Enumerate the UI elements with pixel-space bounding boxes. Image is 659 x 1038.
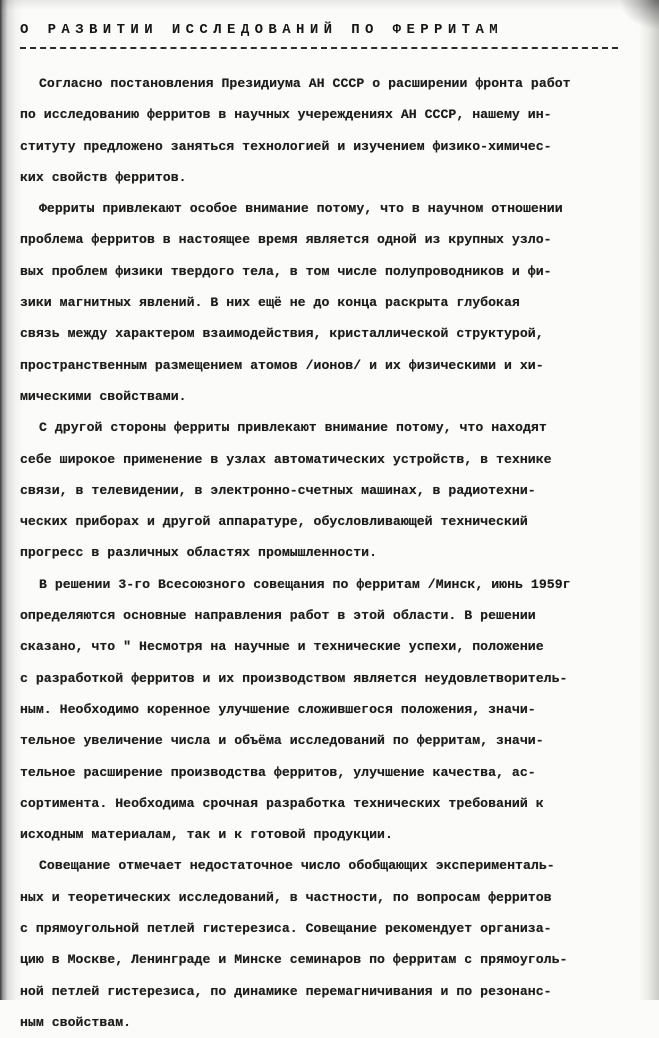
text-line: ным. Необходимо коренное улучшение сложившегося положения, значи- [20,701,536,717]
text-line: связь между характером взаимодействия, кристаллической структурой, [20,326,544,342]
text-line: проблема ферритов в настоящее время является одной из крупных узло- [20,232,552,248]
text-line: пространственным размещением атомов /ионов/ и их физическими и хи- [20,357,544,373]
document-title: О РАЗВИТИИ ИССЛЕДОВАНИЙ ПО ФЕРРИТАМ [20,22,504,38]
text-line: С другой стороны ферриты привлекают внимание потому, что находят [39,420,547,436]
text-line: с разработкой ферритов и их производством является неудовлетворитель- [20,670,568,686]
text-line: ных и теоретических исследований, в частности, по вопросам ферритов [20,889,552,905]
text-line: связи, в телевидении, в электронно-счетных машинах, в радиотехни- [20,482,536,498]
paragraph-4 [20,569,618,851]
text-line: мическими свойствами. [20,388,187,404]
text-line: зики магнитных явлений. В них ещё не до конца раскрыта глубокая [20,295,520,311]
paragraph-3 [20,412,618,568]
text-line: с прямоугольной петлей гистерезиса. Совещание рекомендует организа- [20,921,552,937]
text-line: Совещание отмечает недостаточное число обобщающих эксперименталь- [39,858,555,874]
text-line: тельное расширение производства ферритов, улучшение качества, ас- [20,764,536,780]
text-line: тельное увеличение числа и объёма исследований по ферритам, значи- [20,733,544,749]
text-line: по исследованию ферритов в научных учереждениях АН СССР, нашему ин- [20,107,552,123]
paragraph-2 [20,193,618,412]
text-line: ституту предложено заняться технологией и изучением физико-химичес- [20,138,552,154]
title-underline [20,47,618,49]
paragraph-1 [20,68,618,193]
text-line: В решении 3-го Всесоюзного совещания по ферритам /Минск, июнь 1959г [39,576,571,592]
text-line: сортимента. Необходима срочная разработка технических требований к [20,795,544,811]
text-line: ным свойствам. [20,1014,132,1030]
text-line: определяются основные направления работ в этой области. В решении [20,608,536,624]
page-corner-shadow [619,0,659,30]
text-line: исходным материалам, так и к готовой продукции. [20,827,393,843]
text-line: вых проблем физики твердого тела, в том числе полупроводников и фи- [20,263,552,279]
page-top-shadow [0,0,659,10]
text-line: ких свойств ферритов. [20,169,187,185]
text-line: цию в Москве, Ленинграде и Минске семинаров по ферритам с прямоуголь- [20,952,568,968]
text-line: ческих приборах и другой аппаратуре, обусловливающей технический [20,514,528,530]
document-body [20,68,618,1038]
text-line: себе широкое применение в узлах автоматических устройств, в технике [20,451,552,467]
text-line: Согласно постановления Президиума АН СССР о расширении фронта работ [39,76,571,91]
text-line: сказано, что " Несмотря на научные и технические успехи, положение [20,639,544,655]
text-line: ной петлей гистерезиса, по динамике перемагничивания и по резонанс- [20,983,552,999]
paragraph-5 [20,850,618,1038]
text-line: Ферриты привлекают особое внимание потому, что в научном отношении [39,201,563,217]
text-line: прогресс в различных областях промышленности. [20,545,378,561]
